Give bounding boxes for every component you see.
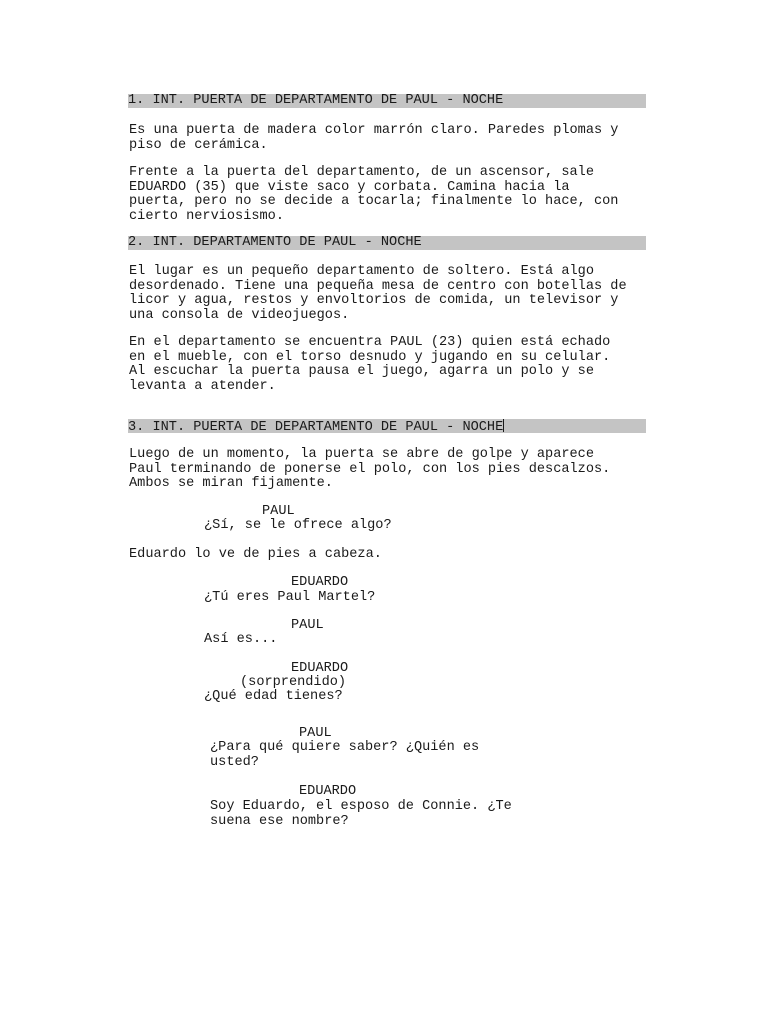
dialogue-line: Soy Eduardo, el esposo de Connie. ¿Te suena ese nombre? — [210, 799, 512, 829]
dialogue-line: ¿Sí, se le ofrece algo? — [204, 518, 392, 533]
action-paragraph: Es una puerta de madera color marrón claro. Paredes plomas y piso de cerámica. — [129, 123, 619, 153]
dialogue-line: Así es... — [204, 632, 278, 647]
action-paragraph: En el departamento se encuentra PAUL (23) quien está echado en el mueble, con el torso desnudo y jugando en su celular. Al escuchar la puerta pausa el juego, agarra un polo y se levanta a atender. — [129, 335, 611, 394]
action-paragraph: El lugar es un pequeño departamento de soltero. Está algo desordenado. Tiene una pequeña mesa de centro con botellas de licor y agua, restos y envoltorios de comida, un televisor y una consola de videojuegos. — [129, 264, 627, 323]
scene-heading-text: 3. INT. PUERTA DE DEPARTAMENTO DE PAUL - NOCHE — [128, 420, 504, 435]
action-paragraph: Frente a la puerta del departamento, de un ascensor, sale EDUARDO (35) que viste saco y corbata. Camina hacia la puerta, pero no se decide a tocarla; finalmente lo hace, con cierto nerviosismo. — [129, 165, 619, 224]
character-name: EDUARDO — [299, 784, 357, 799]
dialogue-line: ¿Tú eres Paul Martel? — [204, 590, 376, 605]
scene-heading-3[interactable] — [128, 419, 646, 433]
character-name: EDUARDO — [291, 575, 349, 590]
scene-heading-1: 1. INT. PUERTA DE DEPARTAMENTO DE PAUL - NOCHE — [128, 94, 646, 108]
dialogue-line: ¿Para qué quiere saber? ¿Quién es usted? — [210, 740, 480, 770]
scene-heading-2: 2. INT. DEPARTAMENTO DE PAUL - NOCHE — [128, 236, 646, 250]
text-cursor — [503, 419, 504, 432]
action-paragraph: Luego de un momento, la puerta se abre de golpe y aparece Paul terminando de ponerse el polo, con los pies descalzos. Ambos se miran fijamente. — [129, 447, 611, 491]
character-name: PAUL — [291, 618, 324, 633]
character-name: EDUARDO — [291, 661, 349, 676]
character-name: PAUL — [299, 726, 332, 741]
action-paragraph: Eduardo lo ve de pies a cabeza. — [129, 547, 382, 562]
character-name: PAUL — [262, 504, 295, 519]
dialogue-line: ¿Qué edad tienes? — [204, 689, 343, 704]
parenthetical: (sorprendido) — [240, 675, 347, 690]
